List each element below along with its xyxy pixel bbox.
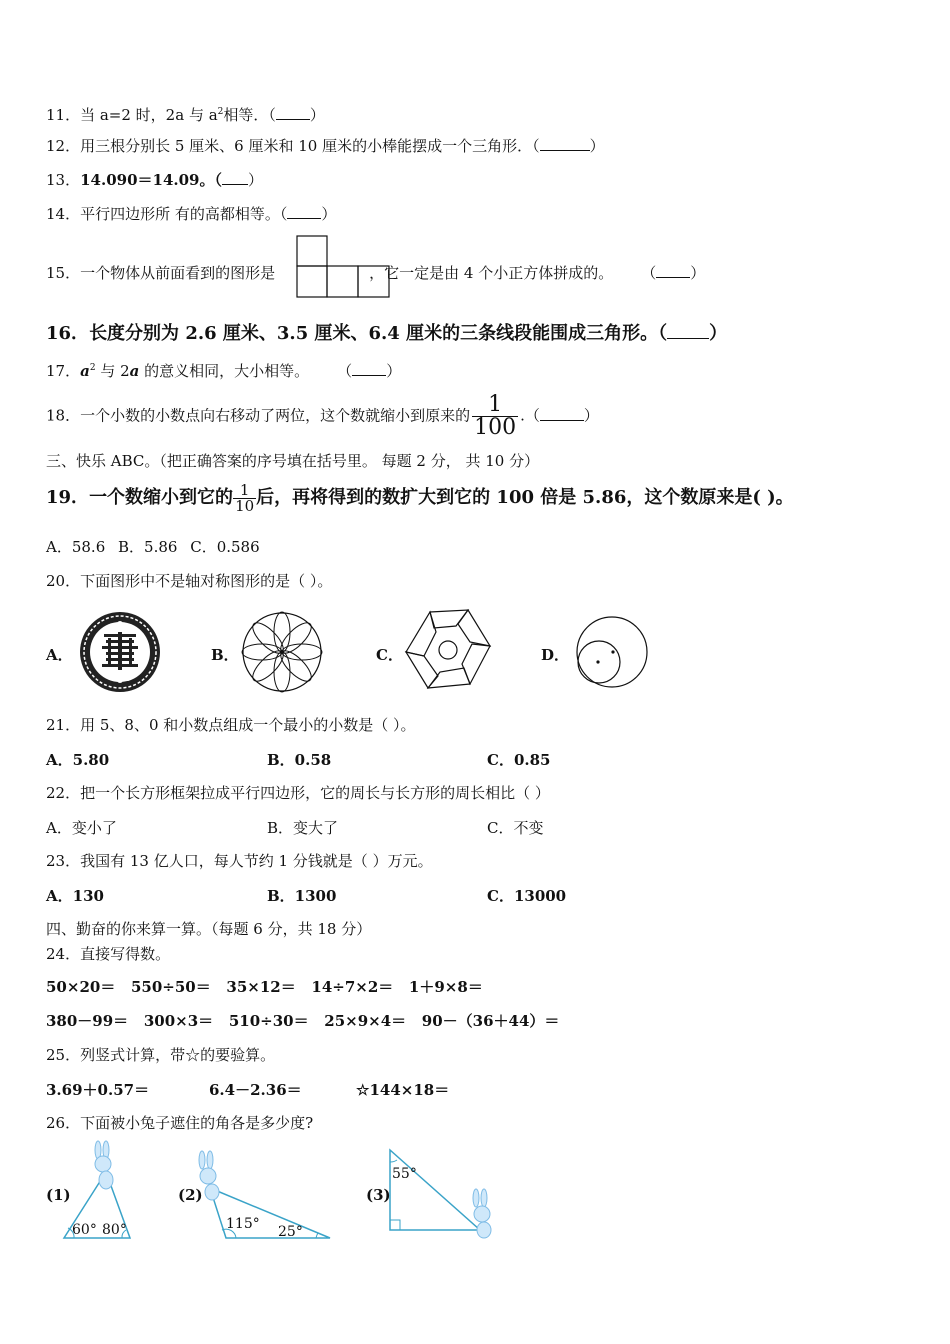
- question-16: 16．长度分别为 2.6 厘米、3.5 厘米、6.4 厘米的三条线段能围成三角形。（ ）: [46, 323, 728, 344]
- angle-label: 55°: [392, 1166, 417, 1182]
- option-c[interactable]: C．不变: [487, 819, 544, 837]
- bunny-icon: [95, 1141, 113, 1189]
- answer-blank[interactable]: [540, 136, 590, 151]
- mental-math-row-2: 380－99＝ 300×3＝ 510÷30＝ 25×9×4＝ 90－（36＋44）＝: [46, 1012, 560, 1030]
- question-13: 13．14.090＝14.09。（ ）: [46, 171, 263, 189]
- question-17: 17．$a^2$ 与 2a 的意义相同，大小相等。 （ ）: [46, 362, 402, 380]
- answer-blank[interactable]: [352, 361, 386, 376]
- question-11: 11．当 a=2 时，2a 与 $a^2$相等．（ ）: [46, 106, 325, 124]
- question-12: 12．用三根分别长 5 厘米、6 厘米和 10 厘米的小棒能摆成一个三角形．（ ）: [46, 137, 605, 155]
- figure-label-3: (3): [366, 1186, 391, 1204]
- figure-label-1: (1): [46, 1186, 71, 1204]
- question-18: 18．一个小数的小数点向右移动了两位，这个数就缩小到原来的 $\frac{1}{100}$ .（ ）: [46, 392, 599, 440]
- pinwheel-hexagon-figure: [402, 606, 494, 696]
- angle-label: 60°: [72, 1222, 97, 1238]
- question-19-options: [46, 536, 260, 557]
- answer-blank[interactable]: [276, 105, 310, 120]
- option-a[interactable]: A．变小了: [46, 819, 117, 837]
- option-c-label[interactable]: C．: [376, 646, 403, 664]
- question-21: 21．用 5、8、0 和小数点组成一个最小的小数是（ ）。: [46, 716, 416, 734]
- option-b[interactable]: B．0.58: [267, 751, 332, 769]
- bunny-icon: [199, 1151, 219, 1200]
- option-d-label[interactable]: D．: [541, 646, 570, 664]
- section-3-heading: 三、快乐 ABC。（把正确答案的序号填在括号里。 每题 2 分， 共 10 分）: [46, 452, 540, 470]
- section-4-heading: 四、勤奋的你来算一算。（每题 6 分，共 18 分）: [46, 920, 372, 938]
- vertical-calc-2: 6.4－2.36＝: [209, 1081, 302, 1099]
- angle-label: 25°: [278, 1224, 303, 1240]
- option-b[interactable]: B．1300: [267, 887, 337, 905]
- option-a-label[interactable]: A．: [46, 646, 73, 664]
- vertical-calc-1: 3.69＋0.57＝: [46, 1081, 150, 1099]
- option-a[interactable]: A．5.80: [46, 751, 110, 769]
- question-22: 22．把一个长方形框架拉成平行四边形，它的周长与长方形的周长相比（ ）: [46, 784, 550, 802]
- triangle-2-figure: [192, 1148, 334, 1244]
- triangle-3-figure: [384, 1146, 498, 1244]
- option-a[interactable]: A．130: [46, 887, 104, 905]
- answer-blank[interactable]: [656, 263, 690, 278]
- option-c[interactable]: C．0.586: [190, 538, 260, 556]
- option-b[interactable]: B．5.86: [118, 538, 178, 556]
- question-15: 15．一个物体从前面看到的图形是 ，它一定是由 4 个小正方体拼成的。 （ ）: [46, 264, 706, 282]
- vertical-calc-3: ☆144×18＝: [356, 1081, 450, 1099]
- option-c[interactable]: C．0.85: [487, 751, 551, 769]
- answer-blank[interactable]: [222, 170, 248, 185]
- option-b-label[interactable]: B．: [211, 646, 239, 664]
- question-19: 19．一个数缩小到它的 $\frac{1}{10}$ 后，再将得到的数扩大到它的 100 倍是 5.86，这个数原来是( )。: [46, 480, 794, 515]
- angle-label: 115°: [226, 1216, 260, 1232]
- option-c[interactable]: C．13000: [487, 887, 567, 905]
- double-happiness-papercut-figure: [78, 610, 162, 694]
- tangent-circles-figure: [572, 614, 650, 692]
- figure-label-2: (2): [178, 1186, 203, 1204]
- triangle-1-figure: [60, 1140, 134, 1244]
- question-20: 20．下面图形中不是轴对称图形的是（ ）。: [46, 572, 333, 590]
- question-25: 25．列竖式计算，带☆的要验算。: [46, 1046, 276, 1064]
- question-23: 23．我国有 13 亿人口，每人节约 1 分钱就是（ ）万元。: [46, 852, 433, 870]
- question-26: 26．下面被小兔子遮住的角各是多少度?: [46, 1114, 314, 1132]
- circle-flower-figure: [240, 610, 324, 694]
- option-a[interactable]: A．58.6: [46, 538, 106, 556]
- answer-blank[interactable]: [540, 406, 584, 421]
- answer-blank[interactable]: [287, 204, 321, 219]
- angle-label: 80°: [102, 1222, 127, 1238]
- cube-front-view-figure: [296, 235, 392, 299]
- mental-math-row-1: 50×20＝ 550÷50＝ 35×12＝ 14÷7×2＝ 1＋9×8＝: [46, 978, 483, 996]
- question-14: 14．平行四边形所 有的高都相等。（ ）: [46, 205, 337, 223]
- answer-blank[interactable]: [667, 322, 709, 339]
- question-24: 24．直接写得数。: [46, 945, 171, 963]
- fraction-1-100: $\frac{1}{100}$: [474, 392, 517, 440]
- option-b[interactable]: B．变大了: [267, 819, 339, 837]
- fraction-1-10: $\frac{1}{10}$: [235, 480, 255, 515]
